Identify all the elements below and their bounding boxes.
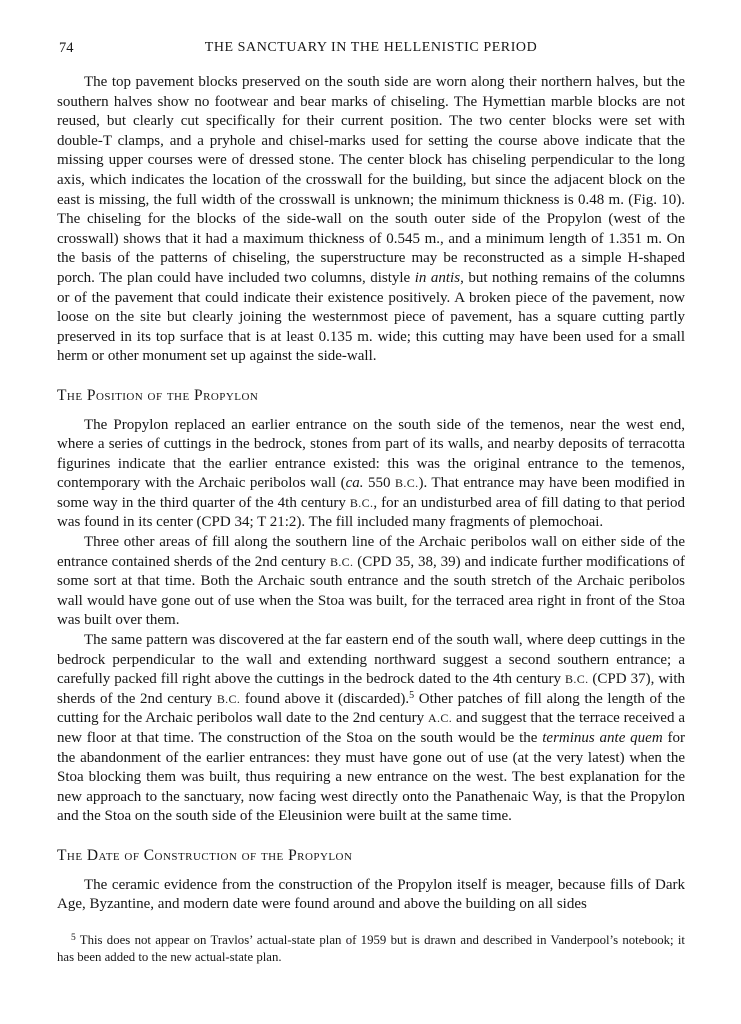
page-body [57,73,685,915]
paragraph: The top pavement blocks preserved on the south side are worn along their northern halves, but the southern halves show no footwear and bear marks of chiseling. The Hymettian marble blocks are not reused, but clearly cut specifically for their current position. The two center blocks were set with double-T clamps, and a pryhole and chisel-marks used for setting the course above indicate that the missing upper courses were of dressed stone. The center block has chiseling perpendicular to the long axis, which indicates the location of the crosswall for the building, but since the adjacent block on the east is missing, the full width of the crosswall is unknown; the minimum thickness is 0.48 m. (Fig. 10). The chiseling for the blocks of the side-wall on the south outer side of the Propylon (west of the crosswall) shows that it had a maximum thickness of 0.545 m., and a minimum length of 1.351 m. On the basis of the patterns of chiseling, the superstructure may be reconstructed as a simple H-shaped porch. The plan could have included two columns, distyle in antis, but nothing remains of the columns or of the pavement that could indicate their existence positively. A broken piece of the pavement, now loose on the site but clearly joining the westernmost piece of pavement, has a square cutting partly preserved in its top surface that is at least 0.135 m. wide; this cutting may have been used for a small herm or other monument set up against the side-wall. [57,74,686,365]
footnote-marker: 5 [71,932,76,943]
paragraph: The ceramic evidence from the construction of the Propylon itself is meager, because fills of Dark Age, Byzantine, and modern date were found around and above the building on all sides [57,876,685,913]
page-header [57,40,685,60]
footnote-text: This does not appear on Travlos’ actual-state plan of 1959 but is drawn and described in Vanderpool’s notebook; it has been added to the new actual-state plan. [57,932,685,964]
page-number: 74 [59,40,74,56]
paragraph: Three other areas of fill along the southern line of the Archaic peribolos wall on either side of the entrance contained sherds of the 2nd century B.C. (CPD 35, 38, 39) and indicate further modifications of some sort at that time. Both the Archaic south entrance and the south stretch of the Archaic peribolos wall would have gone out of use when the Stoa was built, for the terraced area right in front of the Stoa was built over them. [57,534,685,629]
paragraph: The same pattern was discovered at the far eastern end of the south wall, where deep cuttings in the bedrock perpendicular to the wall and extending northward suggest a second southern entrance; a carefully packed fill right above the cuttings in the bedrock dated to the 4th century B.C. (CPD 37), with sherds of the 2nd century B.C. found above it (discarded).$^5$ Other patches of fill along the length of the cutting for the Archaic peribolos wall date to the 2nd century A.C. and suggest that the terrace received a new floor at that time. The construction of the Stoa on the south would be the terminus ante quem for the abandonment of the earlier entrances: they must have gone out of use (at the very latest) when the Stoa blocking them was built, thus requiring a new entrance on the west. The best explanation for the new approach to the sanctuary, now facing west directly onto the Panathenaic Way, is that the Propylon and the Stoa on the south side of the Eleusinion were built at the same time. [57,632,685,825]
running-head: THE SANCTUARY IN THE HELLENISTIC PERIOD [204,40,538,55]
paragraph: The Propylon replaced an earlier entrance on the south side of the temenos, near the west end, where a series of cuttings in the bedrock, stones from part of its walls, and nearby deposits of terracotta figurines indicate that the earlier entrance existed: this was the original entrance to the temenos, contemporary with the Archaic peribolos wall (ca. 550 B.C.). That entrance may have been modified in some way in the third quarter of the 4th century B.C., for an undisturbed area of fill dating to that period was found in its center (CPD 34; T 21:2). The fill included many fragments of plemochoai. [57,416,685,531]
section-heading: The Position of the Propylon [57,386,259,404]
footnote [57,932,685,966]
section-heading: The Date of Construction of the Propylon [57,846,353,864]
